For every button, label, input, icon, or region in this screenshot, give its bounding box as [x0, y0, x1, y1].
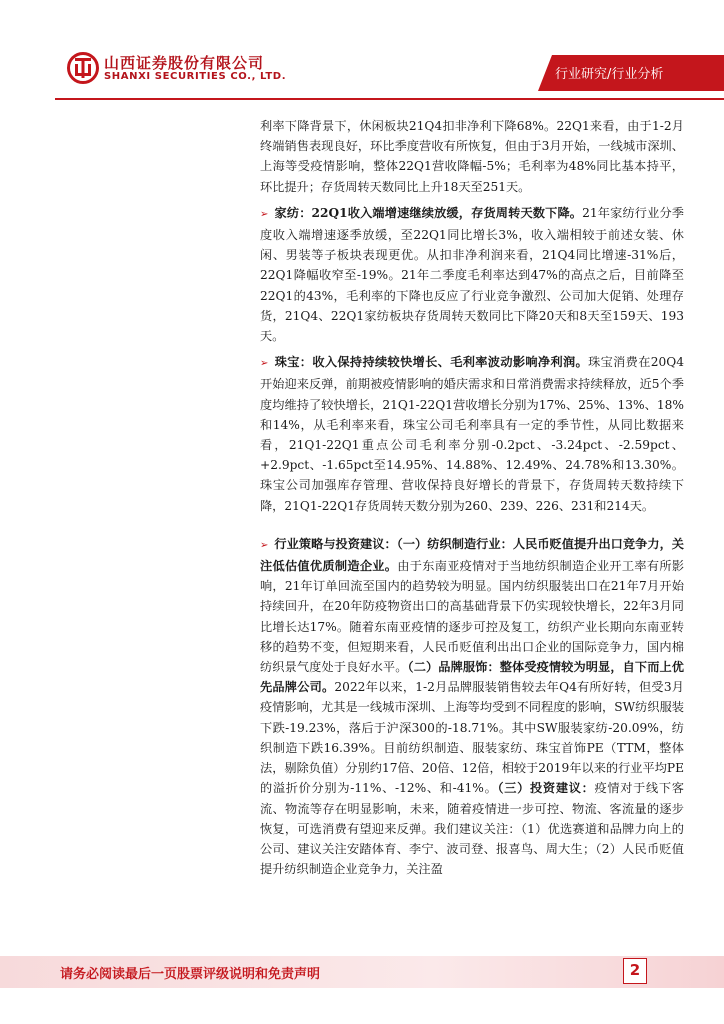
paragraph-lead: 家纺：22Q1收入端增速继续放缓，存货周转天数下降。 [274, 205, 583, 220]
paragraph-text: 珠宝消费在20Q4开始迎来反弹，前期被疫情影响的婚庆需求和日常消费需求持续释放，近5个季度均维持了较快增长，21Q1-22Q1营收增长分别为17%、25%、13%、18%和14%，从毛利率来看，珠宝公司毛利率具有一定的季节性，从同比数据来看，21Q1-22Q1重点公司毛利率分别-0.2pct、-3.24pct、-2.59pct、+2.9pct、-1.65pct至14.95%、14.88%、12.49%、24.78%和13.30%。珠宝公司加强库存管理、营收保持良好增长的背景下，存货周转天数持续下降，21Q1-22Q1存货周转天数分别为260、239、226、231和214天。 [260, 355, 684, 513]
footer-disclaimer: 请务必阅读最后一页股票评级说明和免责声明 [60, 967, 321, 982]
paragraph-strategy [260, 534, 684, 879]
paragraph-lead: 行业策略与投资建议：（一）纺织制造行业：人民币贬值提升出口竞争力，关注低估值优质制造企业。 [260, 536, 684, 574]
paragraph-lead: 珠宝：收入保持持续较快增长、毛利率波动影响净利润。 [274, 355, 589, 370]
arrow-bullet-icon: ➢ [260, 208, 269, 220]
arrow-bullet-icon: ➢ [260, 358, 269, 370]
section-label: 行业研究/行业分析 [555, 67, 664, 82]
header-rule [55, 98, 724, 100]
page-number: 2 [629, 961, 641, 979]
paragraph-casual-wear [260, 116, 684, 197]
arrow-bullet-icon: ➢ [260, 539, 269, 551]
paragraph-text: 利率下降背景下，休闲板块21Q4扣非净利下降68%。22Q1来看，由于1-2月终端销售表现良好，环比季度营收有所恢复，但由于3月开始，一线城市深圳、上海等受疫情影响，整体22Q1营收降幅-5%；毛利率为48%同比基本持平，环比提升；存货周转天数同比上升18天至251天。 [260, 119, 684, 194]
paragraph-jewelry [260, 352, 684, 516]
paragraph-text: 21年家纺行业分季度收入端增速逐季放缓，至22Q1同比增长3%，收入端相较于前述女装、休闲、男装等子板块表现更优。从扣非净利润来看，21Q4同比增速-31%后，22Q1降幅收窄至-19%。21年二季度毛利率达到47%的高点之后，目前降至22Q1的43%，毛利率的下降也反应了行业竞争激烈、公司加大促销、处理存货，21Q4、22Q1家纺板块存货周转天数同比下降20天和8天至159天、193天。 [260, 205, 684, 344]
paragraph-home-textile [260, 203, 684, 346]
paragraph-text: 2022年以来，1-2月品牌服装销售较去年Q4有所好转，但受3月疫情影响，尤其是一线城市深圳、上海等均受到不同程度的影响，SW纺织服装下跌-19.23%，落后于沪深300的-18.71%。其中SW服装家纺-20.09%，纺织制造下跌16.39%。目前纺织制造、服装家纺、珠宝首饰PE（TTM，整体法，剔除负值）分别约17倍、20倍、12倍，相较于2019年以来的行业平均PE的溢折价分别为-11%、-12%、和-41%。 [260, 680, 684, 796]
paragraph-text: 由于东南亚疫情对于当地纺织制造企业开工率有所影响，21年订单回流至国内的趋势较为明显。国内纺织服装出口在21年7月开始持续回升，在20年防疫物资出口的高基础背景下仍实现较快增长，22年3月同比增长达17%。随着东南亚疫情的逐步可控及复工，纺织产业长期向东南亚转移的趋势不变，但短期来看，人民币贬值利出出口企业的国际竞争力，国内棉纺织景气度处于良好水平。 [260, 559, 685, 675]
page-header [0, 0, 724, 100]
paragraph-lead: （三）投资建议： [497, 781, 595, 796]
shanxi-securities-logo-icon [66, 51, 100, 89]
company-name-cn: 山西证券股份有限公司 [104, 54, 265, 72]
report-body [260, 116, 684, 879]
paragraph-lead: （二）品牌服饰：整体受疫情较为明显，自下而上优先品牌公司。 [260, 660, 684, 695]
paragraph-text: 疫情对于线下客流、物流等存在明显影响，未来，随着疫情进一步可控、物流、客流量的逐步恢复，可选消费有望迎来反弹。我们建议关注：（1）优选赛道和品牌力向上的公司、建议关注安踏体育、李宁、波司登、报喜鸟、周大生；（2）人民币贬值提升纺织制造企业竞争力，关注盈 [260, 781, 684, 877]
company-name-en: SHANXI SECURITIES CO., LTD. [104, 71, 287, 82]
